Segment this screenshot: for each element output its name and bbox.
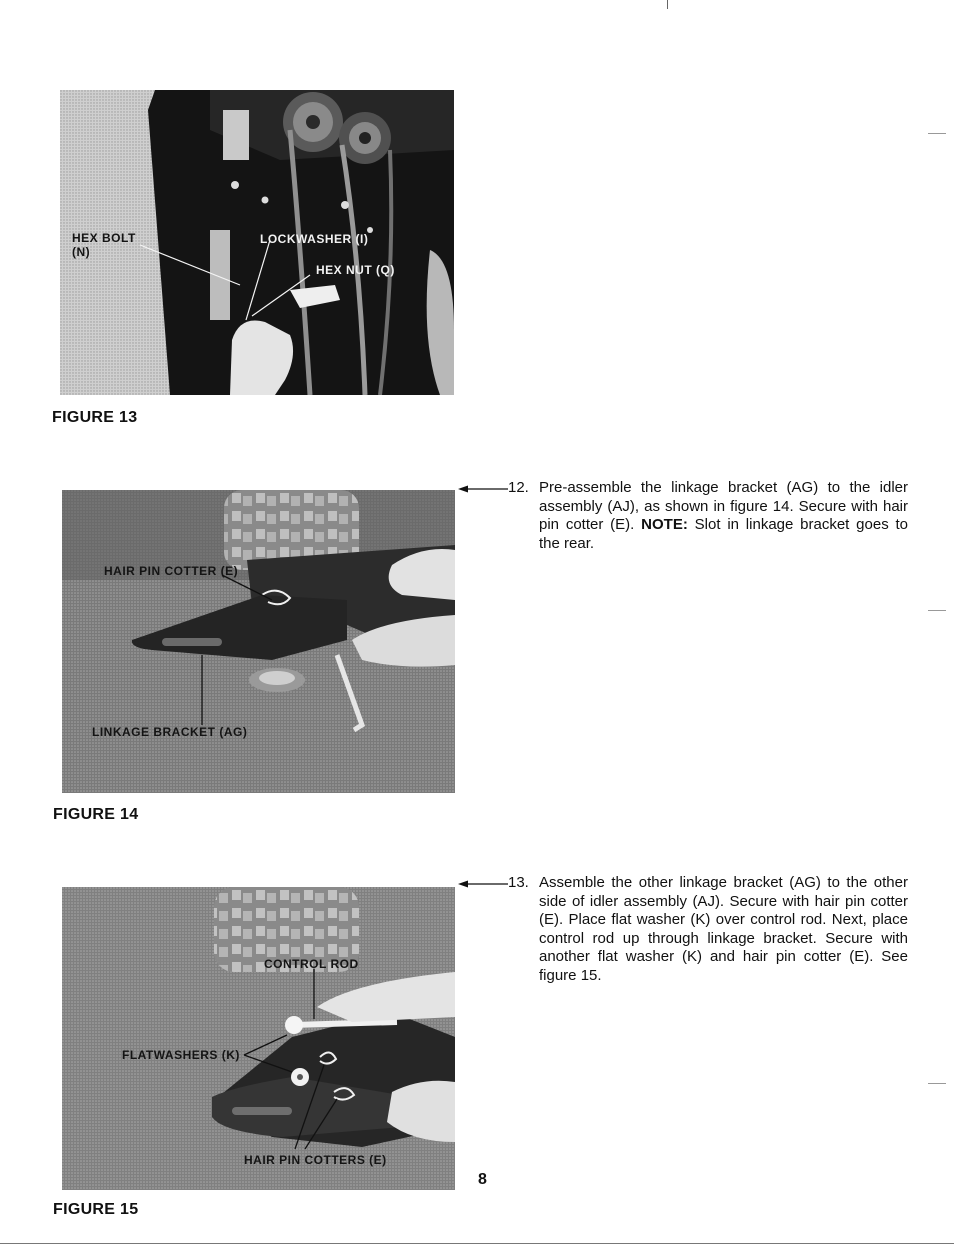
callout-hex-bolt-label: HEX BOLT xyxy=(72,231,136,245)
callout-hair-pin-cotters: HAIR PIN COTTERS (E) xyxy=(244,1153,387,1167)
step-12-instruction: Pre-assemble the linkage bracket (AG) to the idler assembly (AJ), as shown in figure 14. Secure with hair pin cotter (E). xyxy=(539,479,908,533)
step-12 xyxy=(508,479,908,553)
step-13-pointer-arrow xyxy=(458,878,508,890)
margin-tick xyxy=(928,133,946,134)
step-13-text: Assemble the other linkage bracket (AG) to the other side of idler assembly (AJ). Secure with hair pin cotter (E). Place flat washer (K) over control rod. Next, place control rod up through linkage bracket. Secure with another flat washer (K) and hair pin cotter (E). See figure 15. xyxy=(539,874,908,984)
callout-flatwashers: FLATWASHERS (K) xyxy=(122,1048,240,1062)
step-12-number: 12. xyxy=(508,479,529,496)
callout-hair-pin-cotter: HAIR PIN COTTER (E) xyxy=(104,564,239,578)
margin-tick xyxy=(928,610,946,611)
callout-linkage-bracket: LINKAGE BRACKET (AG) xyxy=(92,725,248,739)
step-12-pointer-arrow xyxy=(458,483,508,495)
margin-tick xyxy=(928,1083,946,1084)
step-12-note-label: NOTE: xyxy=(641,516,688,533)
callout-lockwasher: LOCKWASHER (I) xyxy=(260,232,369,246)
step-13 xyxy=(508,874,908,985)
figure-15-photo xyxy=(62,887,455,1190)
bottom-rule xyxy=(0,1243,954,1244)
callout-hex-bolt xyxy=(72,231,136,259)
figure-13-caption: FIGURE 13 xyxy=(52,409,138,426)
page-number: 8 xyxy=(478,1171,487,1188)
top-edge-mark xyxy=(667,0,668,9)
figure-14-caption: FIGURE 14 xyxy=(53,806,139,823)
figure-15-caption: FIGURE 15 xyxy=(53,1201,139,1218)
figure-15-illustration xyxy=(62,887,455,1190)
step-12-note-text: Slot in linkage bracket goes to the rear. xyxy=(539,516,909,552)
figure-14-illustration xyxy=(62,490,455,793)
callout-control-rod: CONTROL ROD xyxy=(264,957,359,971)
callout-hex-nut: HEX NUT (Q) xyxy=(316,263,395,277)
figure-14-photo xyxy=(62,490,455,793)
step-13-number: 13. xyxy=(508,874,529,891)
callout-hex-bolt-code: (N) xyxy=(72,245,91,259)
figure-13-photo xyxy=(60,90,454,395)
step-12-text xyxy=(539,479,908,553)
